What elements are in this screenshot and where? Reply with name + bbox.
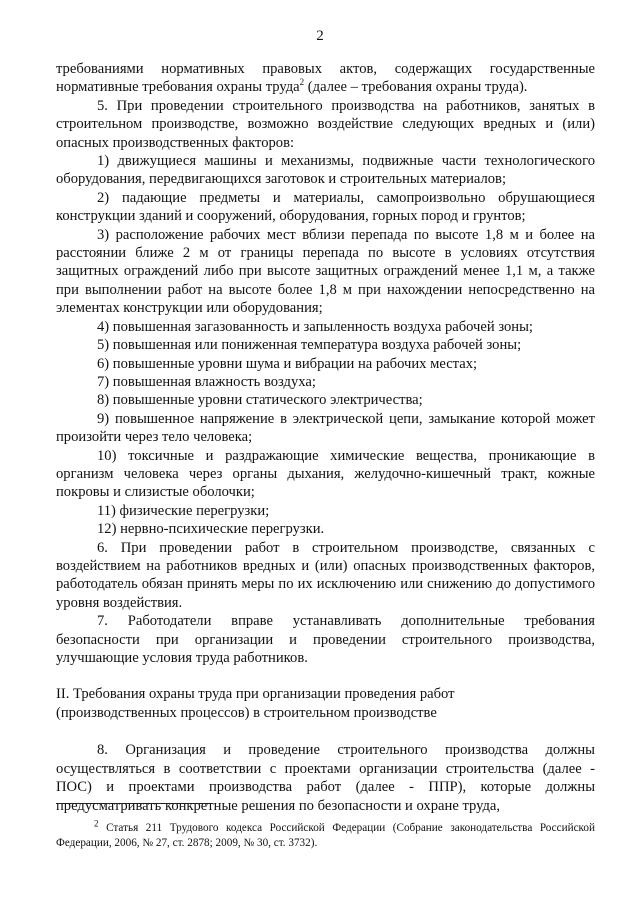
document-body	[56, 60, 595, 815]
list-item-8: 8) повышенные уровни статического электричества;	[97, 392, 423, 409]
list-item-2: 2) падающие предметы и материалы, самопроизвольно обрушающиеся конструкции зданий и сооружений, оборудования, горных пород и грунтов;	[56, 189, 595, 225]
list-item-12: 12) нервно-психические перегрузки.	[97, 521, 325, 538]
paragraph-8: 8. Организация и проведение строительного производства должны осуществляться в соответствии с проектами организации строительства (далее - ПОС) и проектами производства работ (далее - ППР), которые должны предусматривать конкретные решения по безопасности и охране труда,	[56, 742, 595, 814]
paragraph-text: требованиями нормативных правовых актов, содержащих государственные нормативные требования охраны труда	[56, 61, 595, 96]
paragraph-5: 5. При проведении строительного производства на работников, занятых в строительном производстве, возможно воздействие следующих вредных и (или) опасных производственных факторов:	[56, 97, 595, 151]
page-number: 2	[316, 28, 324, 44]
list-item-9: 9) повышенное напряжение в электрической цепи, замыкание которой может произойти через тело человека;	[56, 410, 595, 446]
paragraph-7: 7. Работодатели вправе устанавливать дополнительные требования безопасности при организации и проведении строительного производства, улучшающие условия труда работников.	[56, 613, 595, 666]
list-item-5: 5) повышенная или пониженная температура воздуха рабочей зоны;	[97, 337, 522, 354]
footnote-mark: 2	[94, 818, 99, 829]
paragraph-text-tail: (далее – требования охраны труда).	[304, 79, 528, 96]
footnote	[56, 818, 595, 851]
list-item-3: 3) расположение рабочих мест вблизи перепада по высоте 1,8 м и более на расстоянии ближе 2 м от границы перепада по высоте в условиях отсутствия защитных ограждений либо при высоте защитных ограждений менее 1,1 м, а также при выполнении работ на высоте более 1,8 м при нахождении непосредственно на элементах конструкции или оборудования;	[56, 226, 595, 317]
paragraph-intro	[56, 60, 595, 97]
list-item-10: 10) токсичные и раздражающие химические вещества, проникающие в организм человека через органы дыхания, желудочно-кишечный тракт, кожные покровы и слизистые оболочки;	[56, 447, 595, 501]
list-item-1: 1) движущиеся машины и механизмы, подвижные части технологического оборудования, передвигающихся заготовок и строительных материалов;	[56, 153, 595, 188]
footnote-separator	[56, 803, 212, 804]
list-item-4: 4) повышенная загазованность и запыленность воздуха рабочей зоны;	[97, 318, 533, 335]
list-item-11: 11) физические перегрузки;	[97, 502, 270, 519]
section-heading	[56, 685, 595, 723]
paragraph-6: 6. При проведении работ в строительном производстве, связанных с воздействием на работников вредных и (или) опасных производственных факторов, работодатель обязан принять меры по их исключению или снижению до допустимого уровня воздействия.	[56, 539, 595, 611]
section-heading-line-1: II. Требования охраны труда при организации проведения работ	[56, 686, 455, 703]
section-heading-line-2: (производственных процессов) в строительном производстве	[56, 705, 437, 722]
list-item-7: 7) повышенная влажность воздуха;	[97, 373, 316, 390]
footnote-text: Статья 211 Трудового кодекса Российской Федерации (Собрание законодательства Российской Федерации, 2006, № 27, ст. 2878; 2009, № 30, ст. 3732).	[56, 822, 595, 850]
footnote-reference: 2	[299, 77, 305, 88]
list-item-6: 6) повышенные уровни шума и вибрации на рабочих местах;	[97, 355, 478, 372]
